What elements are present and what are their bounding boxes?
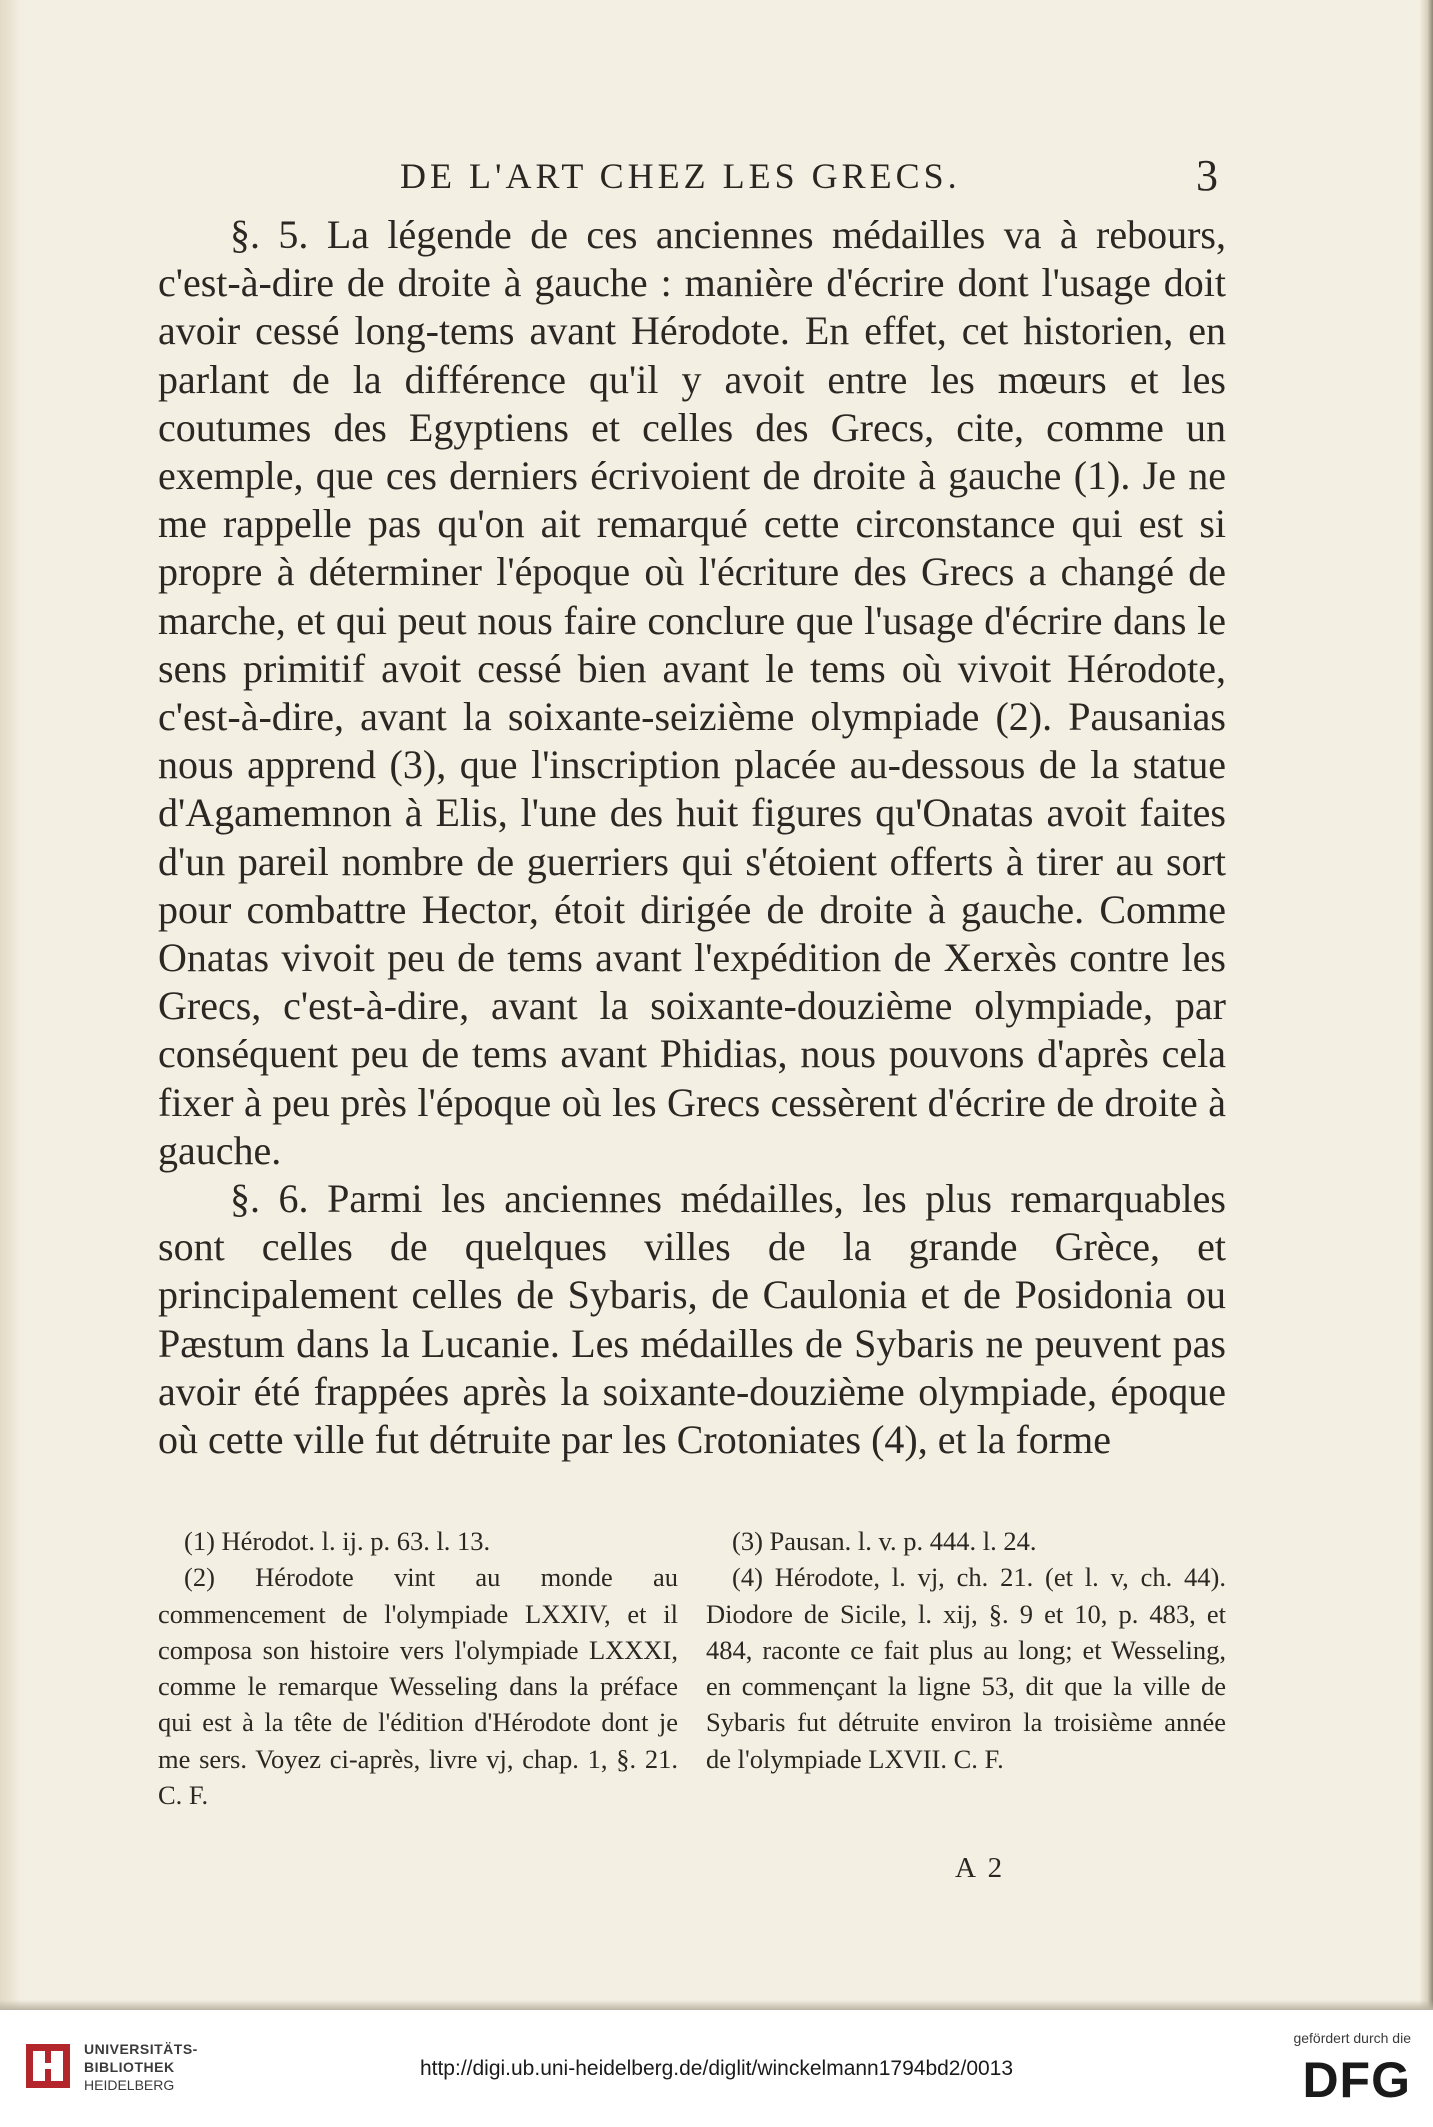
library-name-line-1: UNIVERSITÄTS- [84, 2041, 198, 2057]
page-edge-shadow-bottom [0, 2000, 1433, 2010]
dfg-logo: DFG [1302, 2052, 1411, 2108]
footnotes [158, 1523, 1226, 1853]
footnote-4: (4) Hérodote, l. vj, ch. 21. (et l. v, ch. 44). Diodore de Sicile, l. xij, §. 9 et 10, p. 483, et 484, raconte ce fait plus au long; et Wesseling, en commençant la ligne 53, dit que la ville de Sybaris fut détruite environ la troisième année de l'olympiade LXVII. C. F. [706, 1562, 1226, 1774]
footnotes-left-column [158, 1523, 678, 1813]
running-head: DE L'ART CHEZ LES GRECS. [400, 156, 961, 196]
footnote-1: (1) Hérodot. l. ij. p. 63. l. 13. [184, 1526, 491, 1556]
paragraph-section-5: §. 5. La légende de ces anciennes médailles va à rebours, c'est-à-dire de droite à gauche : manière d'écrire dont l'usage doit avoir cessé long-tems avant Hérodote. En effet, cet historien, en parlant de la différence qu'il y avoit entre les mœurs et les coutumes des Egyptiens et celles des Grecs, cite, comme un exemple, que ces derniers écrivoient de droite à gauche (1). Je ne me rappelle pas qu'on ait remarqué cette circonstance qui est si propre à déterminer l'époque où l'écriture des Grecs a changé de marche, et qui peut nous faire conclure que l'usage d'écrire dans le sens primitif avoit cessé bien avant le tems où vivoit Hérodote, c'est-à-dire, avant la soixante-seizième olympiade (2). Pausanias nous apprend (3), que l'inscription placée au-dessous de la statue d'Agamemnon à Elis, l'une des huit figures qu'Onatas avoit faites d'un pareil nombre de guerriers qui s'étoient offerts à tirer au sort pour combattre Hector, étoit dirigée de droite à gauche. Comme Onatas vivoit peu de tems avant l'expédition de Xerxès contre les Grecs, c'est-à-dire, avant la soixante-douzième olympiade, par conséquent peu de tems avant Phidias, nous pouvons d'après cela fixer à peu près l'époque où les Grecs cessèrent d'écrire de droite à gauche. [158, 212, 1226, 1173]
permalink-url[interactable]: http://digi.ub.uni-heidelberg.de/diglit/winckelmann1794bd2/0013 [419, 2057, 1014, 2080]
main-text [158, 211, 1226, 1464]
signature-mark: A 2 [955, 1852, 1006, 1884]
paragraph-section-6: §. 6. Parmi les anciennes médailles, les plus remarquables sont celles de quelques villes de la grande Grèce, et principalement celles de Sybaris, de Caulonia et de Posidonia ou Pæstum dans la Lucanie. Les médailles de Sybaris ne peuvent pas avoir été frappées après la soixante-douzième olympiade, époque où cette ville fut détruite par les Crotoniates (4), et la forme [158, 1176, 1226, 1463]
viewer-footer [0, 2010, 1433, 2127]
funding-caption: gefördert durch die [1293, 2030, 1411, 2046]
page-edge-shadow-right [1419, 0, 1433, 2010]
footnote-2: (2) Hérodote vint au monde au commencement de l'olympiade LXXIV, et il composa son histoire vers l'olympiade LXXXI, comme le remarque Wesseling dans la préface qui est à la tête de l'édition d'Hérodote dont je me sers. Voyez ci-après, livre vj, chap. 1, §. 21. C. F. [158, 1562, 678, 1811]
library-name-line-3: HEIDELBERG [84, 2077, 175, 2093]
dfg-funding[interactable] [1251, 2030, 1411, 2120]
footnotes-right-column [706, 1523, 1226, 1777]
footnote-3: (3) Pausan. l. v. p. 444. l. 24. [732, 1526, 1037, 1556]
library-name-line-2: BIBLIOTHEK [84, 2059, 175, 2075]
page-edge-shadow-left [0, 0, 22, 2010]
page-number: 3 [1196, 151, 1218, 200]
